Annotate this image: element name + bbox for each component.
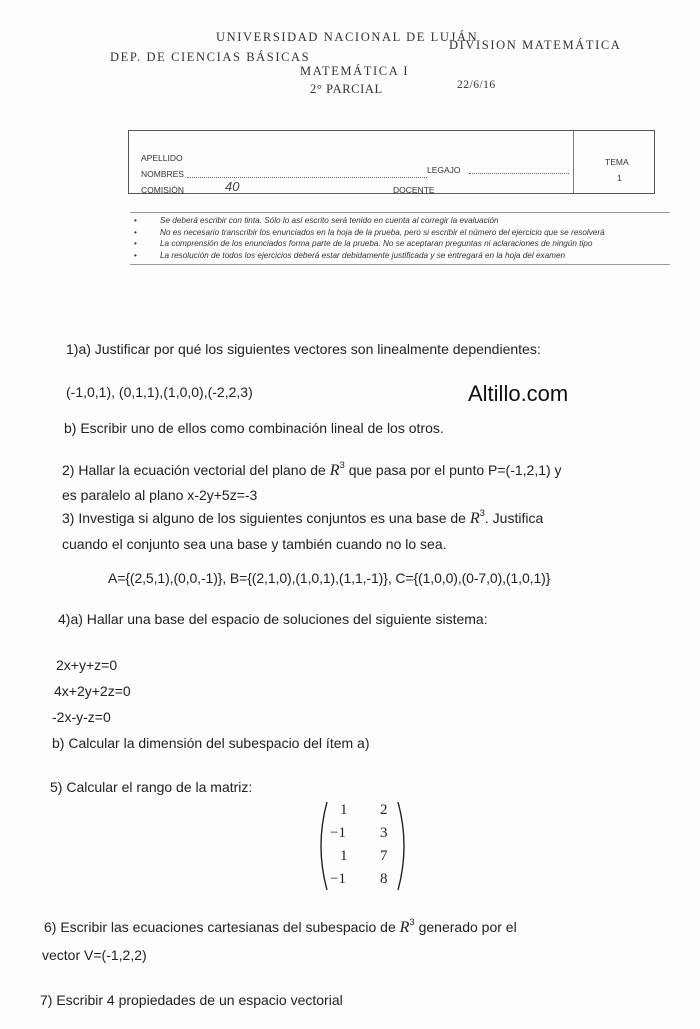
student-info-box [128,130,655,194]
question-7: 7) Escribir 4 propiedades de un espacio vectorial [40,992,343,1008]
system-equation-1: 2x+y+z=0 [56,657,118,673]
question-6-vector: vector V=(-1,2,2) [42,947,147,963]
university-name: UNIVERSIDAD NACIONAL DE LUJÁN [216,30,479,44]
system-equation-2: 4x+2y+2z=0 [54,683,131,699]
exam-date: 22/6/16 [457,79,496,91]
comision-value: 40 [225,179,240,194]
box-divider [573,131,574,193]
docente-line[interactable] [435,193,569,194]
instruction-item: • No es necesario transcribir los enunciados en la hoja de la prueba, pero si escribir el número del ejercicio que se resolverá [134,227,605,237]
legajo-label: LEGAJO [427,165,461,175]
matrix [318,800,408,892]
matrix-cell: −1 [330,825,346,841]
matrix-cell: 8 [380,871,388,887]
instruction-item: • La comprensión de los enunciados forma parte de la prueba. No se aceptaran preguntas ni aclaraciones de ningún tipo [134,239,593,248]
question-2-plane: es paralelo al plano x-2y+5z=-3 [62,487,258,503]
matrix-cell: 7 [380,848,388,864]
exam-name: 2° PARCIAL [310,82,383,96]
altillo-watermark: Altillo.com [468,381,569,406]
apellido-label: APELLIDO [141,153,183,163]
matrix-cell: 2 [380,802,388,818]
instruction-item: • Se deberá escribir con tinta. Sólo lo así escrito será tenido en cuenta al corregir la evaluación [134,216,499,225]
nombres-label: NOMBRES [141,169,184,179]
docente-label: DOCENTE [393,185,435,195]
question-1b: b) Escribir uno de ellos como combinación lineal de los otros. [64,420,444,436]
tema-label: TEMA [605,157,629,167]
legajo-line[interactable] [469,173,569,174]
matrix-cell: 3 [380,825,388,841]
question-4b: b) Calcular la dimensión del subespacio del ítem a) [52,735,370,751]
division-name: DIVISION MATEMÁTICA [449,38,622,52]
nombres-line[interactable] [187,177,427,178]
question-6: 6) Escribir las ecuaciones cartesianas del subespacio de $R^3$ generado por el [44,917,517,936]
question-3-sets: A={(2,5,1),(0,0,-1)}, B={(2,1,0),(1,0,1),(1,1,-1)}, C={(1,0,0),(0-7,0),(1,0,1)} [108,570,551,586]
system-equation-3: -2x-y-z=0 [52,709,111,725]
matrix-cell: 1 [340,848,348,864]
department-name: DEP. DE CIENCIAS BÁSICAS [110,50,311,64]
question-5: 5) Calcular el rango de la matriz: [50,779,253,795]
matrix-cell: −1 [330,871,346,887]
question-2: 2) Hallar la ecuación vectorial del plano de $R^3$ que pasa por el punto P=(-1,2,1) y [62,460,562,479]
comision-line[interactable] [185,193,391,194]
course-name: MATEMÁTICA I [300,64,410,78]
instructions-list [130,212,670,265]
instruction-item: • La resolución de todos los ejercicios deberá estar debidamente justificada y se entregará en la hoja del examen [134,250,566,260]
question-4a: 4)a) Hallar una base del espacio de soluciones del siguiente sistema: [58,611,488,627]
question-1-vectors: (-1,0,1), (0,1,1),(1,0,0),(-2,2,3) [66,384,253,400]
matrix-cell: 1 [340,802,348,818]
question-3: 3) Investiga si alguno de los siguientes conjuntos es una base de $R^3$. Justifica [62,508,544,527]
question-3-note: cuando el conjunto sea una base y también cuando no lo sea. [62,536,447,552]
tema-value: 1 [617,173,622,183]
question-1a: 1)a) Justificar por qué los siguientes vectores son linealmente dependientes: [66,341,541,357]
comision-label: COMISIÓN [141,185,184,195]
